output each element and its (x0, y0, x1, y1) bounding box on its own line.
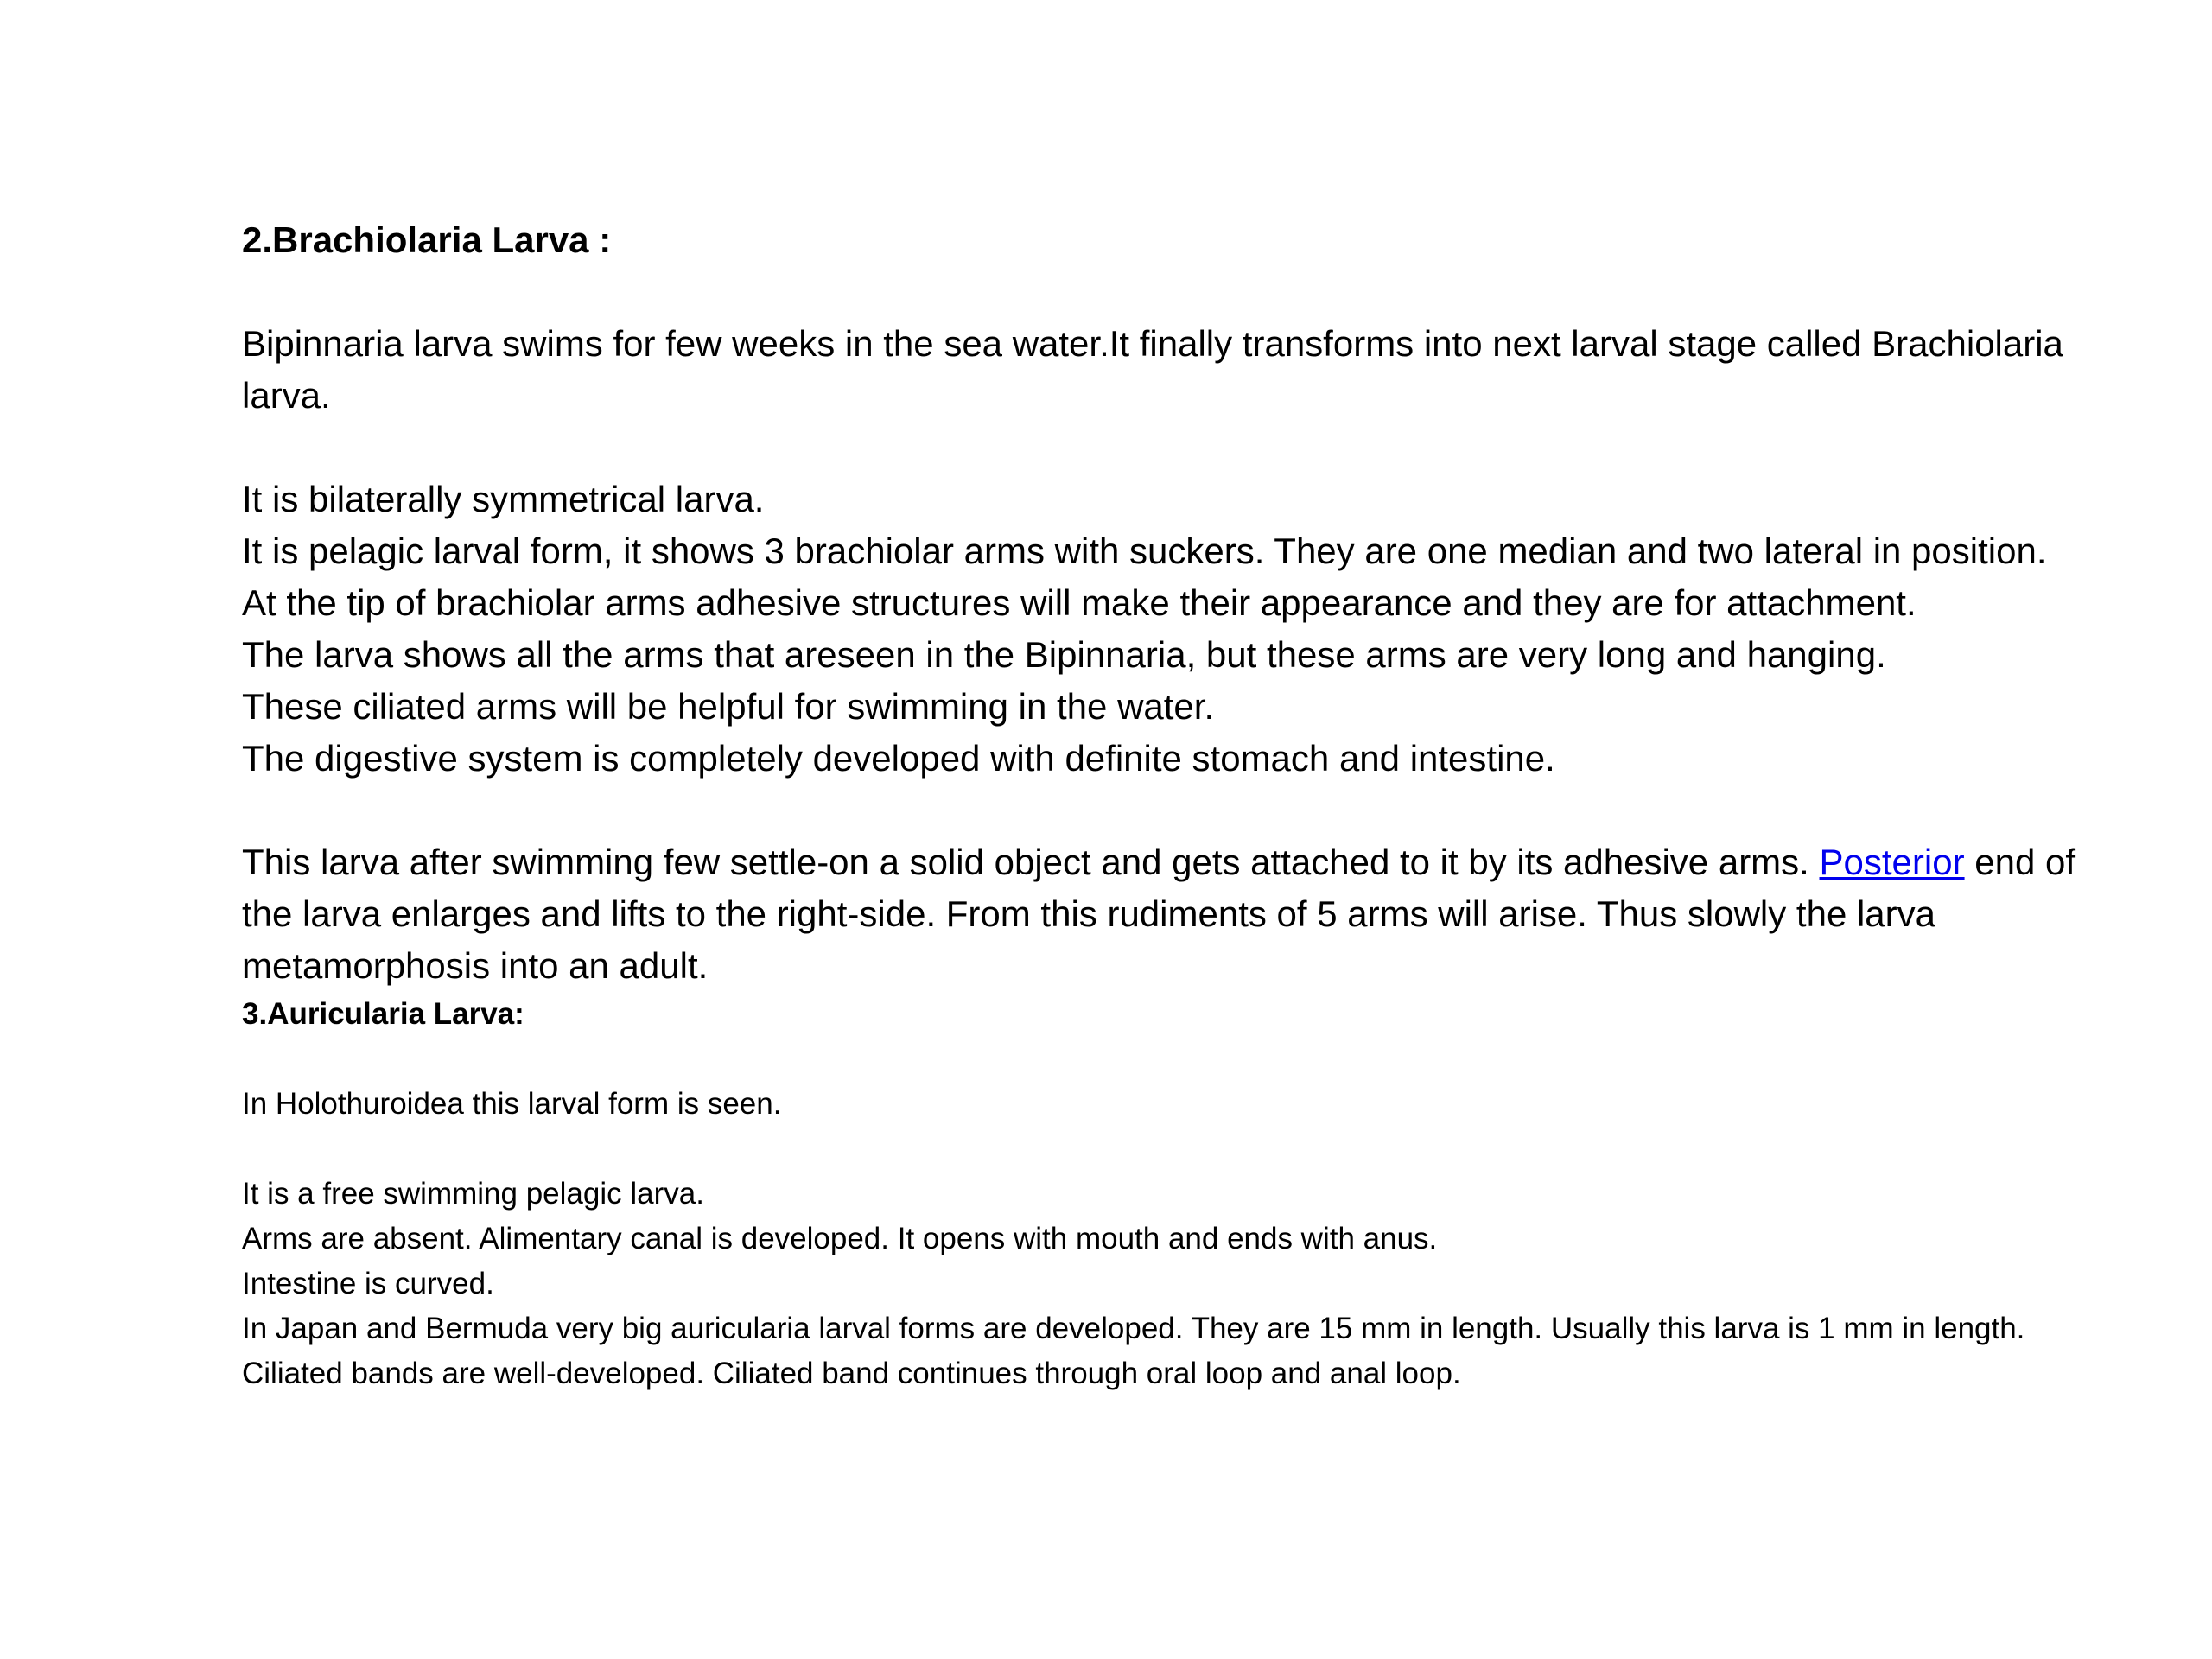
auricularia-intro: In Holothuroidea this larval form is seen. (242, 1087, 782, 1121)
brachiolaria-point: The larva shows all the arms that areseen in the Bipinnaria, but these arms are very long and hanging. (242, 634, 1886, 675)
auricularia-point: Arms are absent. Alimentary canal is developed. It opens with mouth and ends with anus. (242, 1222, 1438, 1255)
slide-content (242, 214, 2100, 1396)
closing-text-before: This larva after swimming few settle-on a solid object and gets attached to it by its adhesive arms. (242, 842, 1820, 882)
spacer (242, 422, 2100, 474)
auricularia-point: It is a free swimming pelagic larva. (242, 1177, 704, 1211)
brachiolaria-point: It is bilaterally symmetrical larva. (242, 479, 765, 519)
brachiolaria-point: It is pelagic larval form, it shows 3 brachiolar arms with suckers. They are one median and two lateral in position. (242, 531, 2047, 571)
closing-text-after: end of the larva enlarges and lifts to the right-side. From this rudiments of 5 arms will arise. Thus slowly the larva metamorphosis into an adult. (242, 842, 2076, 986)
posterior-link[interactable]: Posterior (1819, 842, 1965, 882)
auricularia-point: Intestine is curved. (242, 1267, 494, 1300)
auricularia-heading: 3.Auricularia Larva: (242, 997, 524, 1031)
brachiolaria-point: The digestive system is completely developed with definite stomach and intestine. (242, 738, 1555, 779)
brachiolaria-intro: Bipinnaria larva swims for few weeks in the sea water.It finally transforms into next larval stage called Brachiolaria larva. (242, 323, 2063, 416)
spacer (242, 1127, 2100, 1172)
brachiolaria-point: At the tip of brachiolar arms adhesive structures will make their appearance and they are for attachment. (242, 582, 1916, 623)
brachiolaria-heading: 2.Brachiolaria Larva : (242, 219, 612, 260)
auricularia-point: Ciliated bands are well-developed. Ciliated band continues through oral loop and anal loop. (242, 1357, 1461, 1390)
spacer (242, 266, 2100, 318)
spacer (242, 1037, 2100, 1082)
spacer (242, 785, 2100, 836)
brachiolaria-point: These ciliated arms will be helpful for swimming in the water. (242, 686, 1215, 727)
brachiolaria-closing (242, 836, 2100, 992)
auricularia-point: In Japan and Bermuda very big auricularia larval forms are developed. They are 15 mm in length. Usually this larva is 1 mm in length. (242, 1312, 2025, 1345)
